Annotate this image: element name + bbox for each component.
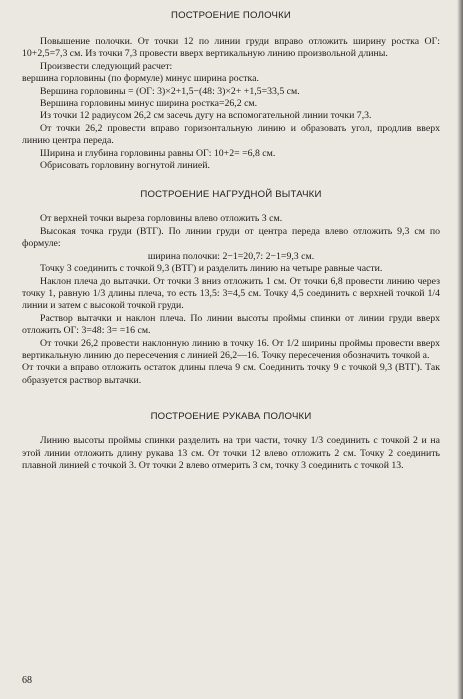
paragraph: Обрисовать горловину вогнутой линией. [40,160,210,172]
paragraph: Вершина горловины минус ширина ростка=26,2 см. [40,98,258,110]
paragraph: От точки а вправо отложить остаток длины плеча 9 см. Соединить точку 9 с точкой 9,3 (ВТГ). Так образуется раствор вытачки. [22,362,440,386]
page-number: 68 [22,675,32,686]
paragraph: От точки 26,2 провести вправо горизонтальную линию и образовать угол, продлив вверх линию центра переда. [22,122,440,147]
paragraph: Из точки 12 радиусом 26,2 см засечь дугу на вспомогательной линии точки 7,3. [40,110,372,122]
paragraph: Наклон плеча до вытачки. От точки 3 вниз отложить 1 см. От точки 6,8 провести линию через точку 1, равную 1/3 длины плеча, то есть 13,5: 3=4,5 см. Точку 4,5 соединить с верхней точкой 1/4 линии и затем с высокой точкой груди. [22,275,440,312]
paragraph: Повышение полочки. От точки 12 по линии груди вправо отложить ширину ростка ОГ: 10+2,5=7,3 см. Из точки 7,3 провести вверх вертикальную линию произвольной длины. [22,36,440,60]
scan-edge-shadow [457,0,463,699]
section-title-bust-dart: ПОСТРОЕНИЕ НАГРУДНОЙ ВЫТАЧКИ [140,189,322,201]
paragraph: Вершина горловины = (ОГ: 3)×2+1,5−(48: 3)×2+ +1,5=33,5 см. [40,85,300,97]
paragraph: вершина горловины (по формуле) минус ширина ростка. [22,73,259,85]
paragraph: Раствор вытачки и наклон плеча. По линии высоты проймы спинки от линии груди вверх отложить ОГ: 3=48: 3= =16 см. [22,312,440,337]
paragraph: Ширина и глубина горловины равны ОГ: 10+2= =6,8 см. [40,147,276,159]
paragraph: Произвести следующий расчет: [40,60,173,72]
page-content [22,10,440,472]
section-title-shelf: ПОСТРОЕНИЕ ПОЛОЧКИ [170,10,292,21]
section-title-sleeve: ПОСТРОЕНИЕ РУКАВА ПОЛОЧКИ [150,411,312,423]
paragraph: От точки 26,2 провести наклонную линию в точку 16. От 1/2 ширины проймы провести вверх вертикальную линию до пересечения с линией 26,2—16. Точку пересечения обозначить точкой а. [22,337,440,361]
paragraph: От верхней точки выреза горловины влево отложить 3 см. [40,213,283,225]
paragraph: Линию высоты проймы спинки разделить на три части, точку 1/3 соединить с точкой 2 и на этой линии отложить длину рукава 13 см. От точки 12 влево отложить 2 см. Точку 2 соединить плавной линией с точкой 3. От точки 2 влево отмерить 3 см, точку 3 соединить с точкой 13. [22,435,440,471]
formula: ширина полочки: 2−1=20,7: 2−1=9,3 см. [147,250,315,262]
paragraph: Точку 3 соединить с точкой 9,3 (ВТГ) и разделить линию на четыре равные части. [40,263,383,275]
paragraph: Высокая точка груди (ВТГ). По линии груди от центра переда влево отложить 9,3 см по формуле: [22,225,440,250]
